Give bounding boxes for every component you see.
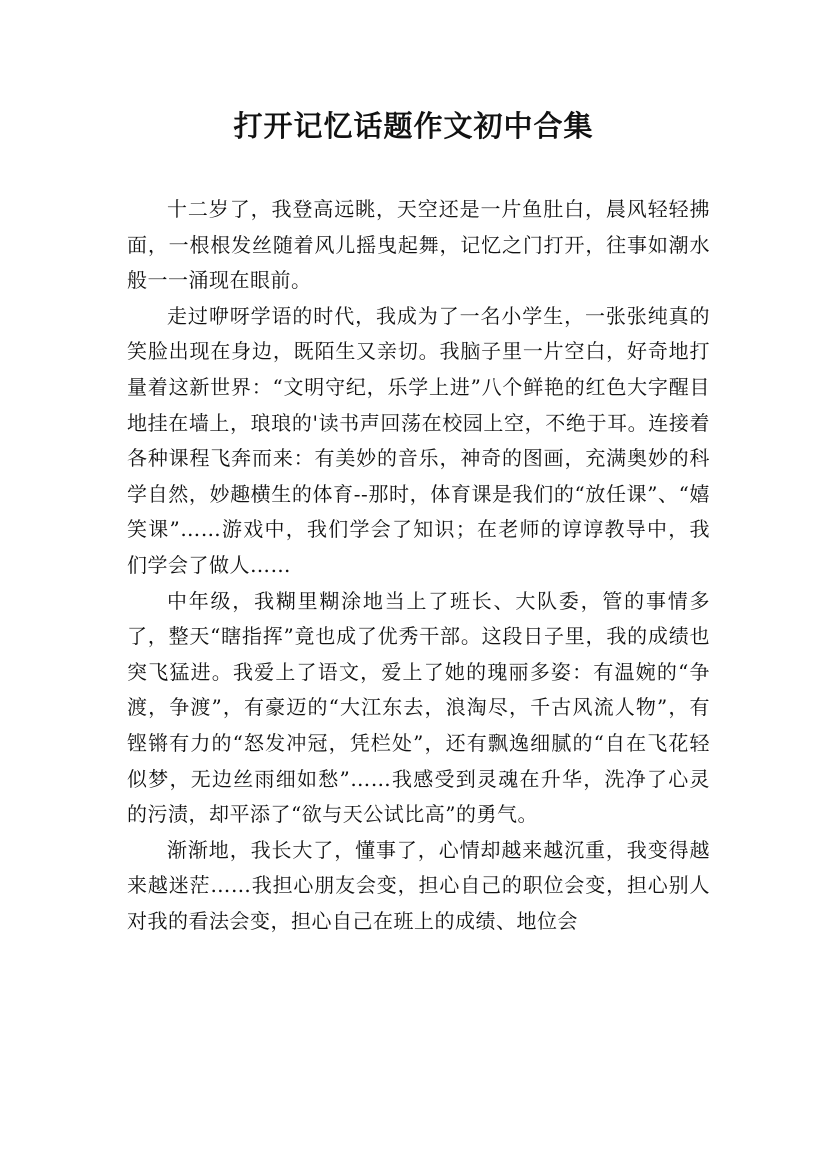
document-body <box>127 192 710 939</box>
paragraph: 走过咿呀学语的时代，我成为了一名小学生，一张张纯真的笑脸出现在身边，既陌生又亲切。我脑子里一片空白，好奇地打量着这新世界：“文明守纪，乐学上进”八个鲜艳的红色大字醒目地挂在墙上，琅琅的'读书声回荡在校园上空，不绝于耳。连接着各种课程飞奔而来：有美妙的音乐，神奇的图画，充满奥妙的科学自然，妙趣横生的体育--那时，体育课是我们的“放任课”、“嬉笑课”……游戏中，我们学会了知识；在老师的谆谆教导中，我们学会了做人…… <box>127 303 710 577</box>
document-title: 打开记忆话题作文初中合集 <box>233 109 594 143</box>
paragraph: 十二岁了，我登高远眺，天空还是一片鱼肚白，晨风轻轻拂面，一根根发丝随着风儿摇曳起舞，记忆之门打开，往事如潮水般一一涌现在眼前。 <box>127 197 710 293</box>
paragraph: 渐渐地，我长大了，懂事了，心情却越来越沉重，我变得越来越迷茫……我担心朋友会变，担心自己的职位会变，担心别人对我的看法会变，担心自己在班上的成绩、地位会 <box>127 837 710 933</box>
paragraph: 中年级，我糊里糊涂地当上了班长、大队委，管的事情多了，整天“瞎指挥”竟也成了优秀干部。这段日子里，我的成绩也突飞猛进。我爱上了语文，爱上了她的瑰丽多姿：有温婉的“争渡，争渡”，有豪迈的“大江东去，浪淘尽，千古风流人物”，有铿锵有力的“怒发冲冠，凭栏处”，还有飘逸细腻的“自在飞花轻似梦，无边丝雨细如愁”……我感受到灵魂在升华，洗净了心灵的污渍，却平添了“欲与天公试比高”的勇气。 <box>127 588 710 827</box>
